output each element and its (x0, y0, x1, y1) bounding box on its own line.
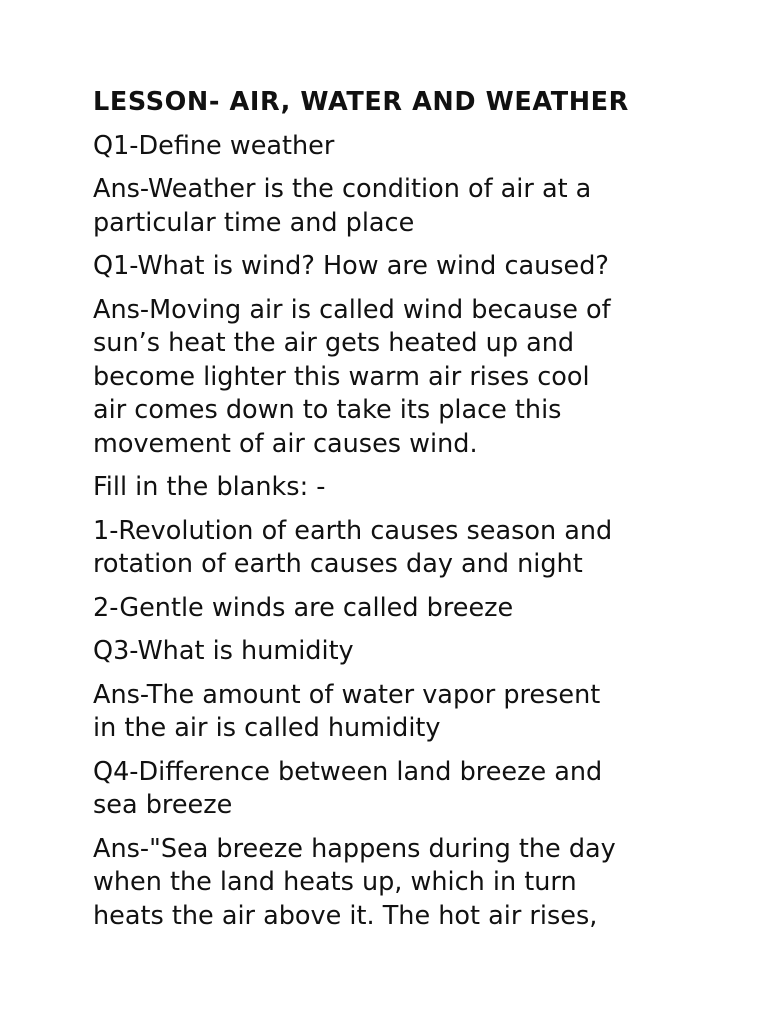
fill-in-blanks-heading: Fill in the blanks: - (93, 472, 326, 502)
question-humidity: Q3-What is humidity (93, 636, 354, 666)
lesson-title: LESSON- AIR, WATER AND WEATHER (93, 87, 629, 117)
answer-land-sea-breeze: Ans-"Sea breeze happens during the day when the land heats up, which in turn heats the air above it. The hot air rises, (93, 833, 616, 931)
answer-humidity: Ans-The amount of water vapor present in the air is called humidity (93, 679, 601, 743)
blank-answer-2: 2-Gentle winds are called breeze (93, 592, 514, 623)
blank-answer-1: 1-Revolution of earth causes season and rotation of earth causes day and night (93, 515, 613, 579)
answer-wind: Ans-Moving air is called wind because of sun’s heat the air gets heated up and become lighter this warm air rises cool air comes down to take its place this movement of air causes wind. (93, 294, 611, 459)
answer-define-weather: Ans-Weather is the condition of air at a particular time and place (93, 174, 592, 238)
question-define-weather: Q1-Define weather (93, 130, 335, 161)
question-land-sea-breeze: Q4-Difference between land breeze and sea breeze (93, 756, 603, 820)
question-wind: Q1-What is wind? How are wind caused? (93, 251, 609, 281)
document-body (93, 86, 693, 943)
